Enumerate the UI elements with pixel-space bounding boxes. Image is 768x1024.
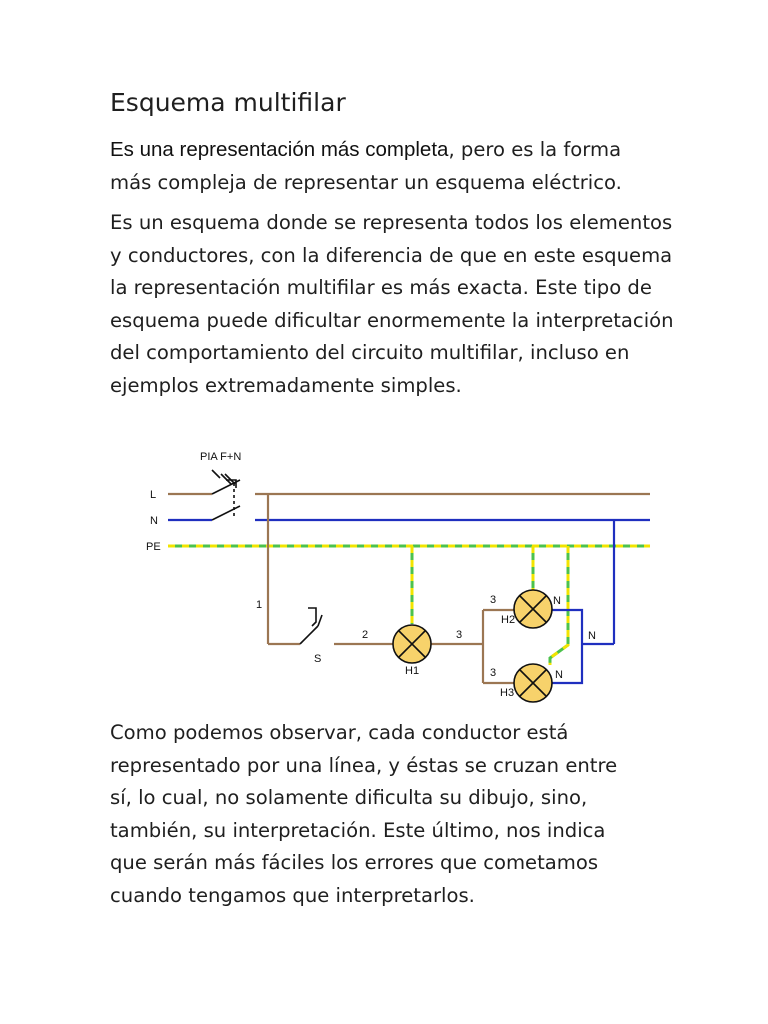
intro-emphasis: Es una representación más completa [110, 138, 449, 161]
wire-number-3-h2: 3 [490, 594, 497, 606]
lamp-label-h3: H3 [500, 687, 515, 699]
description-line: la representación multifilar es más exacta. Este tipo de [110, 276, 652, 300]
description-line: esquema puede dificultar enormemente la interpretación [110, 308, 674, 332]
description-line: del comportamiento del circuito multifilar, incluso en [110, 341, 630, 365]
description-line: ejemplos extremadamente simples. [110, 373, 462, 397]
observation-line: que serán más fáciles los errores que cometamos [110, 851, 599, 875]
description-paragraph [110, 207, 720, 403]
observation-line: representado por una línea, y éstas se cruzan entre [110, 753, 618, 777]
observation-line: cuando tengamos que interpretarlos. [110, 883, 475, 907]
observation-line: también, su interpretación. Este último, nos indica [110, 818, 606, 842]
lamp-label-h2: H2 [501, 614, 516, 626]
wire-number-2: 2 [362, 629, 369, 641]
observation-line: sí, lo cual, no solamente dificulta su dibujo, sino, [110, 786, 588, 810]
description-line: y conductores, con la diferencia de que en este esquema [110, 243, 673, 267]
lamp-label-h1: H1 [405, 665, 420, 677]
neutral-return [552, 520, 614, 683]
wire-number-3-h3: 3 [490, 667, 497, 679]
wire-1 [268, 494, 300, 644]
lamp-h3 [514, 664, 552, 702]
observation-line: Como podemos observar, cada conductor está [110, 721, 569, 744]
description-line: Es un esquema donde se representa todos los elementos [110, 211, 673, 234]
neutral-label-right: N [588, 630, 596, 642]
line-label-pe: PE [146, 541, 161, 553]
intro-paragraph [110, 134, 720, 199]
intro-line-1 [110, 134, 720, 167]
breaker-symbol [212, 470, 240, 520]
observation-paragraph [110, 717, 670, 913]
wire-number-3: 3 [456, 629, 463, 641]
switch-symbol [300, 608, 322, 644]
breaker-label: PIA F+N [200, 451, 242, 463]
neutral-label-h3: N [555, 669, 563, 681]
page-title: Esquema multifilar [110, 88, 346, 117]
line-label-l: L [150, 489, 157, 501]
switch-label: S [314, 653, 322, 665]
intro-rest: , pero es la forma [448, 138, 622, 161]
wire-number-1: 1 [256, 599, 263, 611]
intro-line-2: más compleja de representar un esquema eléctrico. [110, 170, 622, 194]
lamp-h1 [393, 625, 431, 663]
line-label-n: N [150, 515, 158, 527]
neutral-label-h2: N [553, 595, 561, 607]
wiring-diagram [0, 430, 768, 715]
lamp-h2 [514, 590, 552, 628]
